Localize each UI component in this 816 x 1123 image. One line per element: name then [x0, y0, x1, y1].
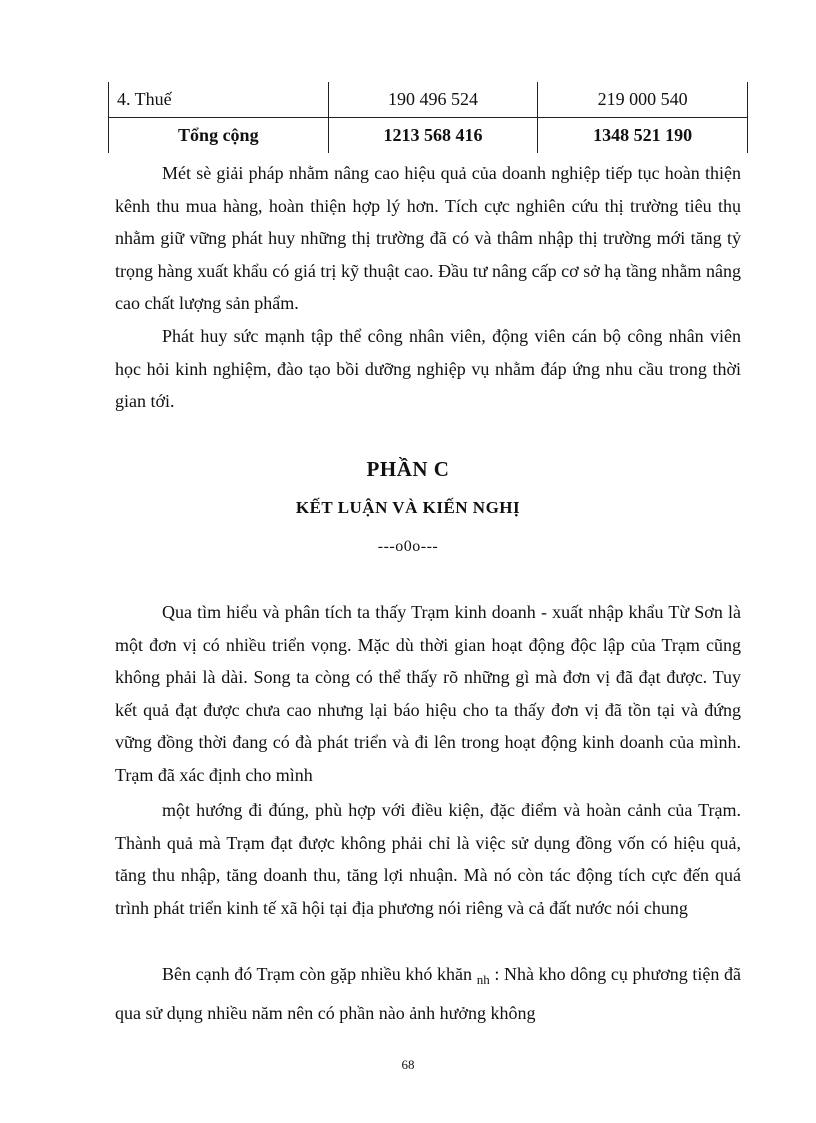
paragraph-solutions: Mét sè giải pháp nhằm nâng cao hiệu quả của doanh nghiệp tiếp tục hoàn thiện kênh thu mua hàng, hoàn thiện hợp lý hơn. Tích cực nghiên cứu thị trường tiêu thụ nhằm giữ vững phát huy những thị trường đã có và thâm nhập thị trường mới tăng tỷ trọng hàng xuất khẩu có giá trị kỹ thuật cao. Đầu tư nâng cấp cơ sở hạ tầng nhằm nâng cao chất lượng sản phẩm. — [115, 163, 741, 313]
table-cell-label: Tổng cộng — [109, 118, 329, 154]
paragraph-text: Bên cạnh đó Trạm còn gặp nhiều khó khăn — [162, 964, 477, 984]
paragraph-conclusion: Qua tìm hiểu và phân tích ta thấy Trạm kinh doanh - xuất nhập khẩu Từ Sơn là một đơn vị có nhiều triển vọng. Mặc dù thời gian hoạt động độc lập của Trạm cũng không phải là dài. Song ta còng có thể thấy rõ những gì mà đơn vị đã đạt được. Tuy kết quả đạt được chưa cao nhưng lại báo hiệu cho ta thấy đơn vị đã tồn tại và đứng vững đồng thời đang có đà phát triển và đi lên trong hoạt động kinh doanh của mình. Trạm đã xác định cho mình — [115, 602, 741, 785]
table-cell-value: 1213 568 416 — [328, 118, 538, 154]
section-separator: ---o0o--- — [377, 538, 439, 555]
table-cell-value: 190 496 524 — [328, 82, 538, 118]
table-cell-label: 4. Thuế — [109, 82, 329, 118]
table-row-total — [109, 118, 748, 154]
paragraph-difficulties — [115, 958, 741, 1029]
paragraph-staff: Phát huy sức mạnh tập thể công nhân viên, động viên cán bộ công nhân viên học hỏi kinh nghiệm, đào tạo bồi dưỡng nghiệp vụ nhằm đáp ứng nhu cầu trong thời gian tới. — [115, 326, 741, 411]
section-title: KẾT LUẬN VÀ KIẾN NGHỊ — [295, 498, 521, 517]
financial-table — [108, 82, 748, 153]
paragraph-subscript: nh — [476, 972, 490, 987]
paragraph-direction: một hướng đi đúng, phù hợp với điều kiện, đặc điểm và hoàn cảnh của Trạm. Thành quả mà Trạm đạt được không phải chỉ là việc sử dụng đồng vốn có hiệu quả, tăng thu nhập, tăng doanh thu, tăng lợi nhuận. Mà nó còn tác động tích cực đến quá trình phát triển kinh tế xã hội tại địa phương nói riêng và cả đất nước nói chung — [115, 800, 741, 918]
table-cell-value: 1348 521 190 — [538, 118, 748, 154]
section-part-heading: PHẦN C — [366, 457, 450, 481]
paragraph-text: : Nhà kho dông cụ phương tiện đã qua sử dụng nhiều năm nên có phần nào ảnh hưởng không — [115, 964, 742, 1023]
table-row — [109, 82, 748, 118]
table-cell-value: 219 000 540 — [538, 82, 748, 118]
page-number: 68 — [401, 1057, 415, 1072]
